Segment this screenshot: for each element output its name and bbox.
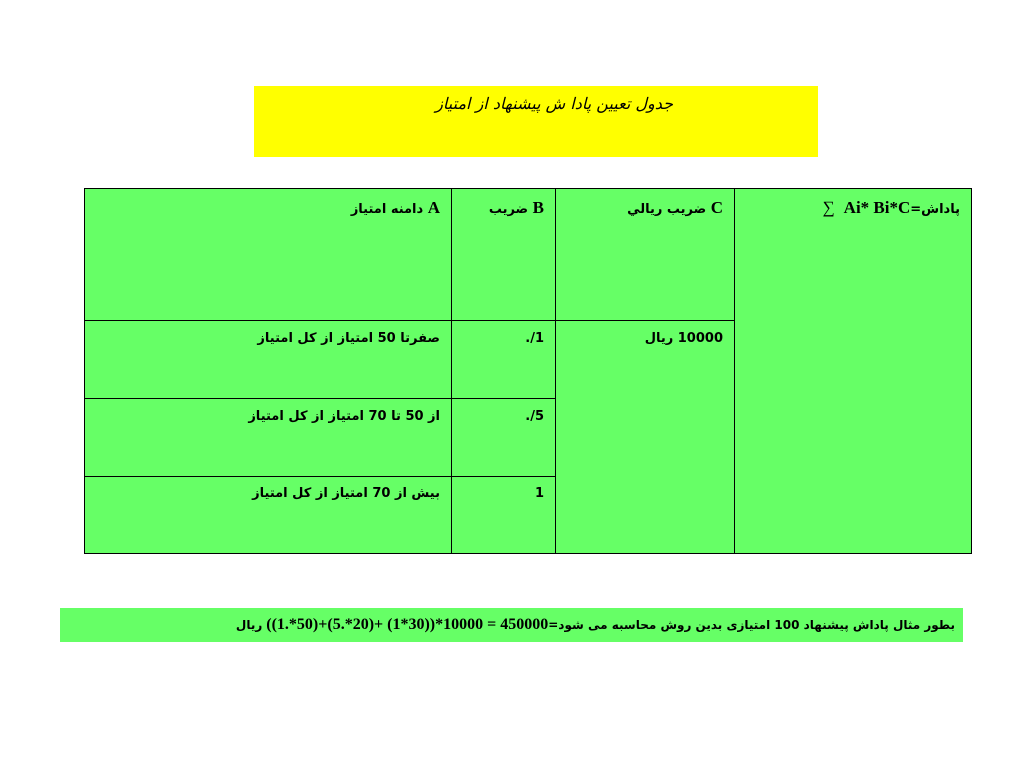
header-divider xyxy=(84,320,735,321)
table-border-bottom xyxy=(84,553,972,554)
header-coefficient-letter: B xyxy=(532,198,544,217)
row-divider-2 xyxy=(84,476,556,477)
title-box xyxy=(254,86,818,157)
header-range xyxy=(351,198,440,218)
table-border-top xyxy=(84,188,972,189)
page-title: جدول تعیین پادا ش پیشنهاد از امتیاز xyxy=(435,94,673,113)
header-reward-label: پاداش= xyxy=(910,202,960,217)
example-formula: ((1.*50)+(5.*20)+ (1*30))*10000 = 450000 xyxy=(262,616,549,633)
coefficient-cell-2: 5/. xyxy=(525,409,544,424)
header-rial-coefficient xyxy=(627,198,723,218)
divider-rial-reward xyxy=(734,188,735,554)
header-coefficient-label: ضريب xyxy=(488,202,533,217)
header-range-letter: A xyxy=(427,198,440,217)
example-unit: ريال xyxy=(235,618,263,632)
coefficient-cell-1: 1/. xyxy=(525,331,544,346)
header-rial-letter: C xyxy=(710,198,723,217)
example-footer xyxy=(60,608,963,642)
table-border-right xyxy=(971,188,972,554)
example-text xyxy=(236,616,955,634)
header-coefficient xyxy=(489,198,544,218)
sigma-icon: ∑ xyxy=(822,198,835,217)
divider-range-coef xyxy=(451,188,452,554)
rial-coefficient-cell: 10000 ريال xyxy=(644,331,723,346)
row-divider-1 xyxy=(84,398,556,399)
divider-coef-rial xyxy=(555,188,556,554)
example-lead: بطور مثال پاداش پیشنهاد 100 امتیازی بدین روش محاسبه می شود= xyxy=(548,618,955,632)
header-range-label: دامنه امتياز xyxy=(350,202,428,217)
range-cell-1: صفرتا 50 امتياز از كل امتياز xyxy=(257,331,440,346)
reward-table xyxy=(84,188,972,554)
coefficient-cell-3: 1 xyxy=(534,486,544,501)
range-cell-3: بيش از 70 امتياز از كل امتياز xyxy=(252,486,440,501)
header-reward xyxy=(822,198,960,218)
range-cell-2: از 50 تا 70 امتياز از كل امتياز xyxy=(248,409,440,424)
table-border-left xyxy=(84,188,85,554)
header-rial-label: ضريب ريالي xyxy=(627,202,711,217)
header-reward-formula: Ai* Bi*C xyxy=(843,198,911,217)
